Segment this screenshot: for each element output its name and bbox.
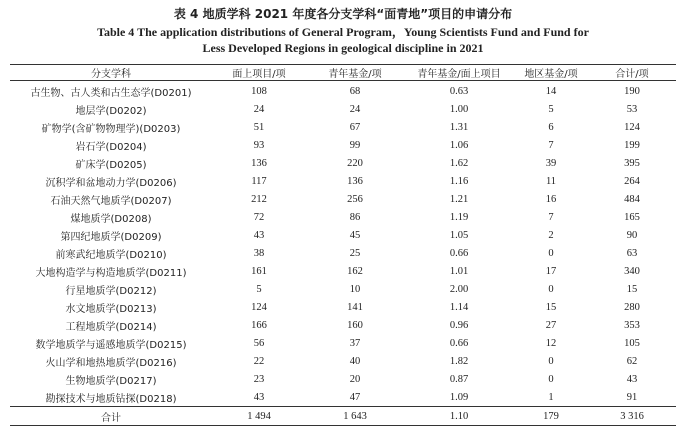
cell-ratio: 1.14 [449, 301, 469, 313]
cell-young: 162 [347, 265, 363, 277]
cell-regional: 15 [545, 301, 557, 313]
cell-general: 93 [253, 139, 265, 151]
cell-discipline: 矿床学(D0205) [75, 159, 147, 171]
cell-young: 40 [349, 355, 361, 367]
cell-regional: 0 [548, 355, 554, 367]
cell-total: 264 [624, 175, 640, 187]
table-row [10, 154, 676, 172]
cell-discipline: 矿物学(含矿物物理学)(D0203) [41, 123, 181, 135]
table-row [10, 244, 676, 262]
header-general-program: 面上项目/项 [212, 65, 306, 81]
cell-ratio: 0.96 [449, 319, 469, 331]
total-regional: 179 [514, 407, 588, 426]
cell-total: 90 [626, 229, 638, 241]
cell-discipline: 煤地质学(D0208) [70, 213, 152, 225]
cell-young: 67 [349, 121, 361, 133]
cell-regional: 1 [548, 391, 554, 403]
cell-ratio: 1.19 [449, 211, 469, 223]
cell-total: 53 [626, 103, 638, 115]
cell-ratio: 1.16 [449, 175, 469, 187]
cell-young: 45 [349, 229, 361, 241]
cell-general: 56 [253, 337, 265, 349]
cell-young: 220 [347, 157, 363, 169]
table-row [10, 352, 676, 370]
cell-discipline: 沉积学和盆地动力学(D0206) [45, 177, 177, 189]
table-title-en-line1: Table 4 The application distributions of General Program，Young Scientists Fund and Fund for [97, 25, 589, 39]
header-young-scientists: 青年基金/项 [306, 65, 404, 81]
cell-regional: 17 [545, 265, 557, 277]
total-young: 1 643 [306, 407, 404, 426]
cell-general: 43 [253, 391, 265, 403]
cell-young: 136 [347, 175, 363, 187]
cell-regional: 2 [548, 229, 554, 241]
cell-total: 91 [626, 391, 638, 403]
cell-ratio: 1.00 [449, 103, 469, 115]
cell-general: 24 [253, 103, 265, 115]
cell-discipline: 数学地质学与遥感地质学(D0215) [35, 339, 187, 351]
cell-discipline: 大地构造学与构造地质学(D0211) [35, 267, 187, 279]
cell-total: 484 [624, 193, 640, 205]
header-discipline: 分支学科 [10, 65, 212, 81]
cell-discipline: 石油天然气地质学(D0207) [50, 195, 172, 207]
header-regional-fund: 地区基金/项 [514, 65, 588, 81]
total-ratio: 1.10 [404, 407, 514, 426]
cell-discipline: 火山学和地热地质学(D0216) [45, 357, 177, 369]
cell-young: 141 [347, 301, 363, 313]
cell-discipline: 第四纪地质学(D0209) [60, 231, 162, 243]
cell-total: 340 [624, 265, 640, 277]
header-ratio: 青年基金/面上项目 [404, 65, 514, 81]
cell-general: 43 [253, 229, 265, 241]
cell-regional: 16 [545, 193, 557, 205]
cell-discipline: 勘探技术与地质钻探(D0218) [45, 393, 177, 405]
cell-regional: 11 [545, 175, 557, 187]
cell-young: 68 [349, 85, 361, 97]
table-row [10, 280, 676, 298]
cell-young: 25 [349, 247, 361, 259]
cell-general: 166 [251, 319, 267, 331]
table-row [10, 190, 676, 208]
cell-regional: 0 [548, 247, 554, 259]
cell-total: 395 [624, 157, 640, 169]
cell-general: 212 [251, 193, 267, 205]
cell-ratio: 1.31 [449, 121, 469, 133]
table-row [10, 316, 676, 334]
cell-young: 47 [349, 391, 361, 403]
cell-young: 20 [349, 373, 361, 385]
cell-total: 43 [626, 373, 638, 385]
table-row [10, 118, 676, 136]
cell-ratio: 1.82 [449, 355, 469, 367]
cell-ratio: 1.05 [449, 229, 469, 241]
cell-discipline: 岩石学(D0204) [75, 141, 147, 153]
cell-general: 38 [253, 247, 265, 259]
table-body [10, 81, 676, 407]
cell-regional: 0 [548, 373, 554, 385]
cell-ratio: 1.06 [449, 139, 469, 151]
cell-ratio: 1.62 [449, 157, 469, 169]
cell-young: 24 [349, 103, 361, 115]
table-title-en-line2: Less Developed Regions in geological discipline in 2021 [202, 41, 484, 55]
cell-total: 15 [626, 283, 638, 295]
table-row [10, 226, 676, 244]
cell-regional: 39 [545, 157, 557, 169]
cell-young: 10 [349, 283, 361, 295]
table-header-row [10, 65, 676, 81]
cell-regional: 12 [545, 337, 557, 349]
cell-young: 86 [349, 211, 361, 223]
cell-general: 51 [253, 121, 265, 133]
cell-discipline: 工程地质学(D0214) [65, 321, 157, 333]
cell-ratio: 1.01 [449, 265, 469, 277]
cell-regional: 7 [548, 139, 554, 151]
cell-regional: 5 [548, 103, 554, 115]
cell-total: 63 [626, 247, 638, 259]
cell-total: 190 [624, 85, 640, 97]
cell-regional: 6 [548, 121, 554, 133]
total-label: 合计 [10, 407, 212, 426]
cell-discipline: 生物地质学(D0217) [65, 375, 157, 387]
cell-discipline: 前寒武纪地质学(D0210) [55, 249, 167, 261]
cell-total: 165 [624, 211, 640, 223]
cell-discipline: 地层学(D0202) [75, 105, 147, 117]
table-row [10, 172, 676, 190]
table-row [10, 334, 676, 352]
cell-regional: 14 [545, 85, 557, 97]
cell-young: 37 [349, 337, 361, 349]
cell-general: 124 [251, 301, 267, 313]
cell-discipline: 古生物、古人类和古生态学(D0201) [30, 87, 192, 99]
table-title-en [0, 24, 686, 56]
cell-general: 72 [253, 211, 265, 223]
table-row [10, 262, 676, 280]
cell-ratio: 0.63 [449, 85, 469, 97]
cell-regional: 27 [545, 319, 557, 331]
cell-general: 161 [251, 265, 267, 277]
cell-total: 353 [624, 319, 640, 331]
cell-young: 160 [347, 319, 363, 331]
cell-ratio: 0.66 [449, 337, 469, 349]
cell-ratio: 0.87 [449, 373, 469, 385]
cell-ratio: 1.21 [449, 193, 469, 205]
table-row [10, 298, 676, 316]
table-row [10, 388, 676, 407]
table-row [10, 136, 676, 154]
cell-regional: 7 [548, 211, 554, 223]
cell-ratio: 1.09 [449, 391, 469, 403]
cell-total: 199 [624, 139, 640, 151]
cell-total: 105 [624, 337, 640, 349]
header-total: 合计/项 [588, 65, 676, 81]
cell-young: 99 [349, 139, 361, 151]
table-row [10, 81, 676, 101]
total-sum: 3 316 [588, 407, 676, 426]
table-title-cn: 表 4 地质学科 2021 年度各分支学科“面青地”项目的申请分布 [173, 7, 513, 21]
cell-general: 108 [251, 85, 267, 97]
cell-total: 124 [624, 121, 640, 133]
total-row [10, 407, 676, 426]
cell-total: 280 [624, 301, 640, 313]
cell-general: 117 [251, 175, 267, 187]
cell-general: 5 [256, 283, 262, 295]
cell-regional: 0 [548, 283, 554, 295]
cell-discipline: 行星地质学(D0212) [65, 285, 157, 297]
cell-young: 256 [347, 193, 363, 205]
cell-discipline: 水文地质学(D0213) [65, 303, 157, 315]
table-row [10, 370, 676, 388]
cell-general: 22 [253, 355, 265, 367]
cell-ratio: 0.66 [449, 247, 469, 259]
cell-general: 136 [251, 157, 267, 169]
table-row [10, 208, 676, 226]
cell-general: 23 [253, 373, 265, 385]
cell-ratio: 2.00 [449, 283, 469, 295]
total-general: 1 494 [212, 407, 306, 426]
table-row [10, 100, 676, 118]
cell-total: 62 [626, 355, 638, 367]
application-distribution-table [10, 64, 676, 426]
